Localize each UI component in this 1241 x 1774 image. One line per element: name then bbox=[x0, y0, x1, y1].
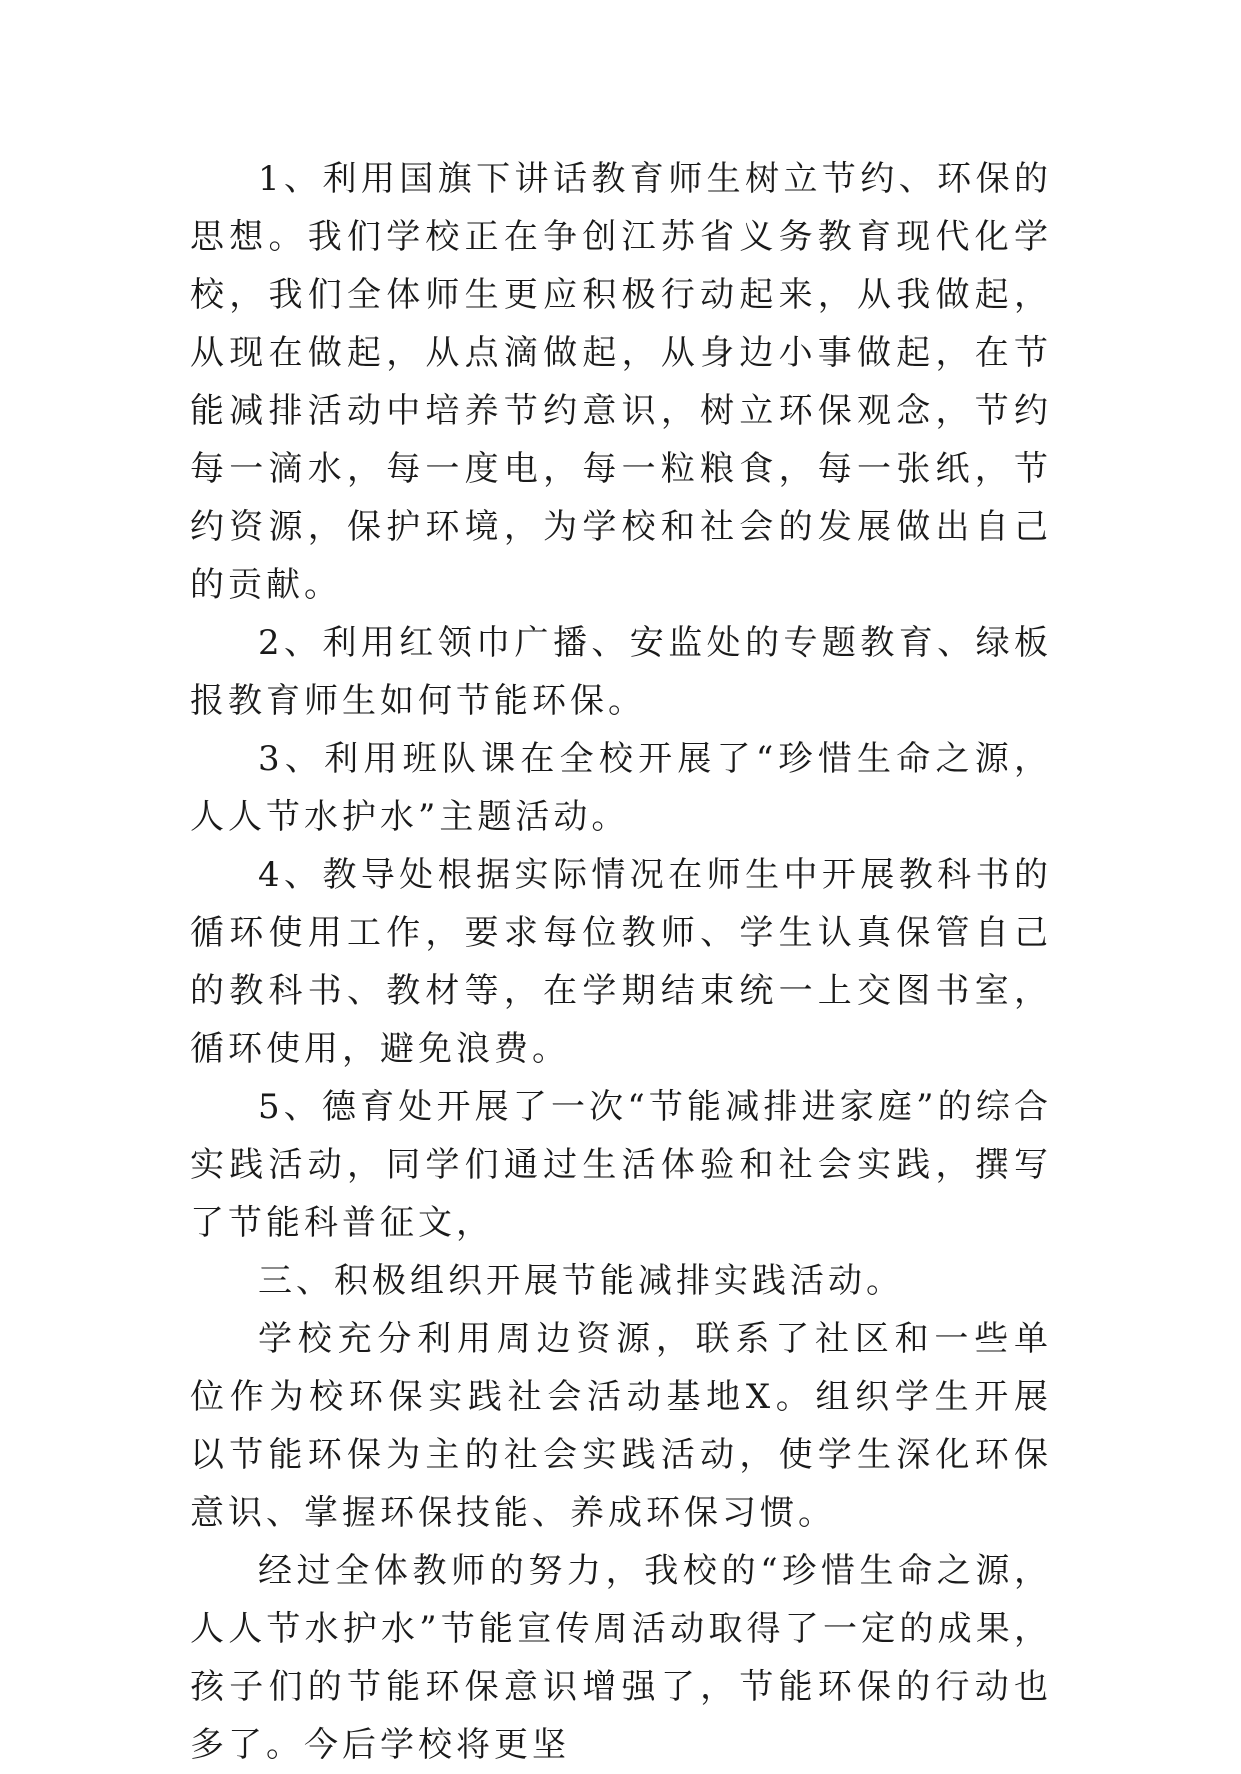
paragraph-item-1: 1、利用国旗下讲话教育师生树立节约、环保的思想。我们学校正在争创江苏省义务教育现代化学校，我们全体师生更应积极行动起来，从我做起，从现在做起，从点滴做起，从身边小事做起，在节能减排活动中培养节约意识，树立环保观念，节约每一滴水，每一度电，每一粒粮食，每一张纸，节约资源，保护环境，为学校和社会的发展做出自己的贡献。 bbox=[190, 159, 1052, 605]
section-heading-three: 三、积极组织开展节能减排实践活动。 bbox=[258, 1261, 904, 1301]
document-body bbox=[190, 150, 1052, 1774]
paragraph-practice-base: 学校充分利用周边资源，联系了社区和一些单位作为校环保实践社会活动基地X。组织学生开展以节能环保为主的社会实践活动，使学生深化环保意识、掌握环保技能、养成环保习惯。 bbox=[190, 1319, 1052, 1533]
paragraph-item-5: 5、德育处开展了一次“节能减排进家庭”的综合实践活动，同学们通过生活体验和社会实践，撰写了节能科普征文， bbox=[190, 1087, 1052, 1243]
paragraph-item-4: 4、教导处根据实际情况在师生中开展教科书的循环使用工作，要求每位教师、学生认真保管自己的教科书、教材等，在学期结束统一上交图书室，循环使用，避免浪费。 bbox=[190, 855, 1052, 1069]
paragraph-conclusion: 经过全体教师的努力，我校的“珍惜生命之源，人人节水护水”节能宣传周活动取得了一定的成果，孩子们的节能环保意识增强了，节能环保的行动也多了。今后学校将更坚 bbox=[190, 1551, 1052, 1765]
paragraph-item-2: 2、利用红领巾广播、安监处的专题教育、绿板报教育师生如何节能环保。 bbox=[190, 623, 1052, 721]
paragraph-item-3: 3、利用班队课在全校开展了“珍惜生命之源，人人节水护水”主题活动。 bbox=[190, 739, 1052, 837]
